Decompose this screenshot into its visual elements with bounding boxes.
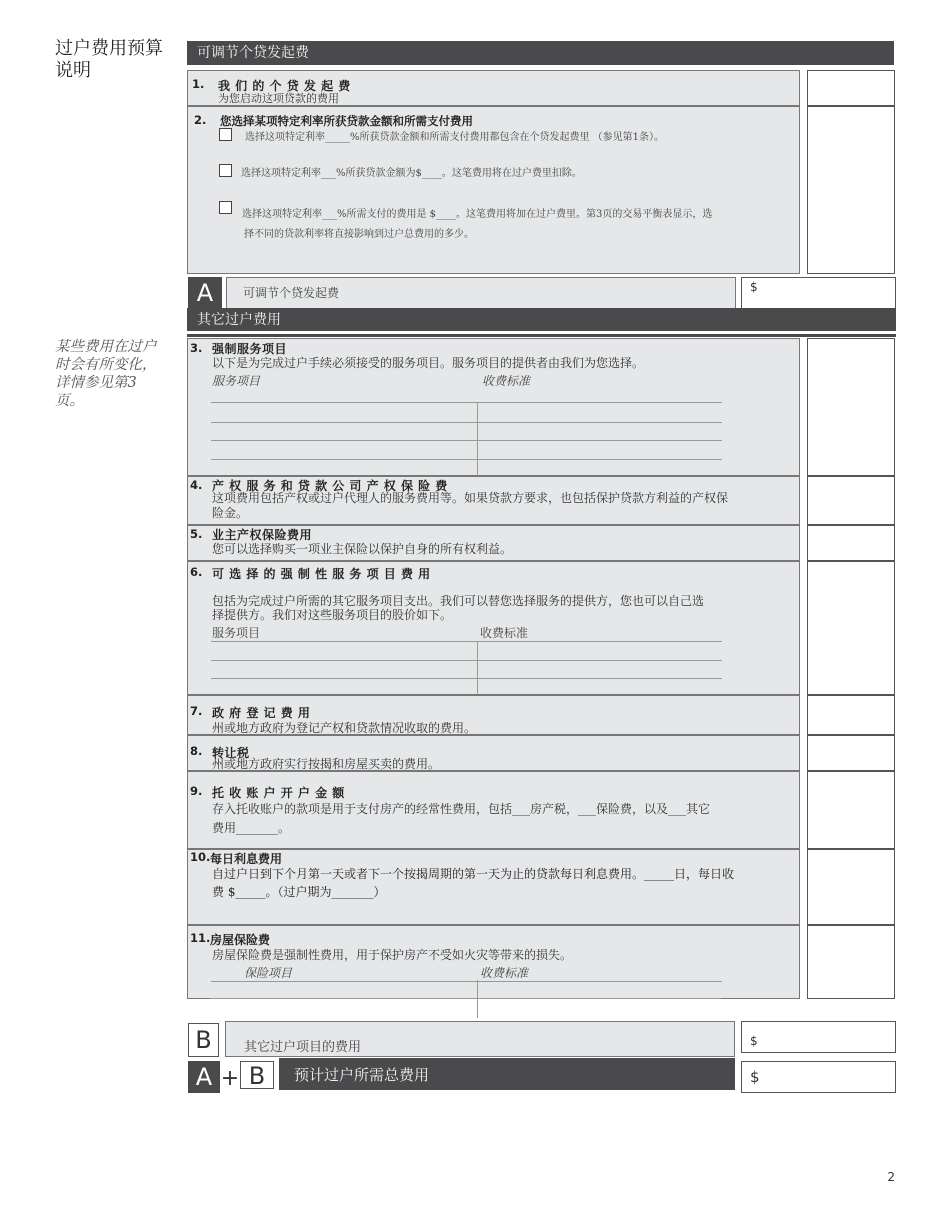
item-number: 7. [190, 704, 203, 718]
item-desc-line2: 择提供方。我们对这些服务项目的股价如下。 [212, 608, 453, 622]
side-note: 某些费用在过户时会有所变化，详情参见第3页。 [55, 339, 157, 409]
item-4-box [187, 476, 800, 525]
item-number: 6. [190, 565, 203, 579]
item-number: 9. [190, 784, 203, 798]
item-number: 2. [194, 113, 207, 127]
item-8-box [187, 735, 800, 771]
item-desc: 您可以选择购买一项业主保险以保护自身的所有权利益。 [212, 542, 513, 556]
item-number: 3. [190, 341, 203, 355]
item-title: 可 选 择 的 强 制 性 服 务 项 目 费 用 [212, 567, 431, 581]
item-11-amount-field[interactable] [807, 925, 895, 999]
item-10-box [187, 849, 800, 925]
item-8-amount-field[interactable] [807, 735, 895, 771]
page-title: 过户费用预算说明 [55, 38, 163, 81]
option-1-checkbox[interactable] [219, 128, 232, 141]
grand-total-label: 预计过户所需总费用 [279, 1058, 735, 1090]
item-number: 5. [190, 527, 203, 541]
item-title: 产 权 服 务 和 贷 款 公 司 产 权 保 险 费 [212, 479, 448, 493]
subtotal-b-letter: B [188, 1023, 219, 1057]
item-3-amount-field[interactable] [807, 338, 895, 476]
item-6-box [187, 561, 800, 695]
section-a-header: 可调节个贷发起费 [187, 41, 894, 65]
item-9-amount-field[interactable] [807, 771, 895, 849]
item-desc-line1: 包括为完成过户所需的其它服务项目支出。我们可以替您选择服务的提供方，您也可以自己选 [212, 594, 705, 608]
subtotal-b-label: 其它过户项目的费用 [244, 1040, 362, 1055]
item-number: 10. [190, 850, 211, 864]
item-5-box [187, 525, 800, 561]
dollar-sign: $ [750, 1068, 760, 1086]
option-3-checkbox[interactable] [219, 201, 232, 214]
col-fee: 收费标准 [482, 374, 531, 388]
option-1-text: 选择这项特定利率_____%所获贷款金额和所需支付费用都包含在个贷发起费里 （参见第1条）。 [245, 132, 665, 143]
item-desc-line1: 这项费用包括产权或过户代理人的服务费用等。如果贷款方要求，也包括保护贷款方利益的产权保 [212, 491, 729, 505]
item-desc-line2: 费用_______。 [212, 821, 291, 835]
item-5-amount-field[interactable] [807, 525, 895, 561]
col-fee: 收费标准 [480, 626, 529, 640]
item-desc: 州或地方政府实行按揭和房屋买卖的费用。 [212, 757, 441, 771]
item-title: 政 府 登 记 费 用 [212, 706, 311, 720]
item-number: 8. [190, 744, 203, 758]
item-6-amount-field[interactable] [807, 561, 895, 695]
item-10-amount-field[interactable] [807, 849, 895, 925]
subtotal-a-letter: A [188, 277, 222, 309]
item-desc: 州或地方政府为登记产权和贷款情况收取的费用。 [212, 721, 477, 735]
item-desc-line1: 自过户日到下个月第一天或者下一个按揭周期的第一天为止的贷款每日利息费用。_____日，每日收 [212, 867, 735, 881]
item-11-box [187, 925, 800, 999]
item-title: 房屋保险费 [210, 933, 271, 947]
section-b-header: 其它过户费用 [187, 308, 896, 334]
dollar-sign: $ [750, 280, 758, 294]
item-7-box [187, 695, 800, 735]
subtotal-a-label: 可调节个贷发起费 [243, 286, 340, 300]
item-2-amount-field[interactable] [807, 106, 895, 274]
item-9-box [187, 771, 800, 849]
item-number: 11. [190, 931, 211, 945]
grand-total-amount-field[interactable] [741, 1061, 896, 1093]
col-fee: 收费标准 [480, 966, 529, 980]
item-title: 每日利息费用 [210, 852, 283, 866]
option-2-text: 选择这项特定利率___%所获贷款金额为$____。这笔费用将在过户费里扣除。 [241, 168, 582, 179]
col-insurance: 保险项目 [244, 966, 293, 980]
item-1-amount-field[interactable] [807, 70, 895, 106]
item-number: 4. [190, 478, 203, 492]
col-service: 服务项目 [212, 374, 261, 388]
subtotal-a-label-box [226, 277, 736, 309]
grand-total-letter-b: B [240, 1061, 274, 1089]
item-desc: 为您启动这项贷款的费用 [218, 92, 339, 105]
subtotal-b-label-box [225, 1021, 735, 1057]
item-desc: 以下是为完成过户手续必须接受的服务项目。服务项目的提供者由我们为您选择。 [212, 356, 645, 370]
dollar-sign: $ [750, 1034, 758, 1048]
item-title: 托 收 账 户 开 户 金 额 [212, 786, 345, 800]
item-desc-line2: 险金。 [212, 506, 249, 520]
item-1-box [187, 70, 800, 106]
item-4-amount-field[interactable] [807, 476, 895, 525]
item-title: 转让税 [212, 746, 250, 760]
plus-sign: + [220, 1066, 240, 1091]
item-title: 我 们 的 个 贷 发 起 费 [218, 79, 351, 93]
option-2-checkbox[interactable] [219, 164, 232, 177]
item-desc-line2: 费 $_____。（过户期为_______） [212, 885, 386, 899]
subtotal-b-amount-field[interactable] [741, 1021, 896, 1053]
col-service: 服务项目 [212, 626, 261, 640]
option-3-text-line1: 选择这项特定利率___%所需支付的费用是 $____。这笔费用将加在过户费里。第3页的交易平衡表显示，选 [242, 209, 713, 220]
item-title: 您选择某项特定利率所获贷款金额和所需支付费用 [220, 114, 473, 128]
subtotal-a-amount-field[interactable] [741, 277, 896, 309]
option-3-text-line2: 择不同的贷款利率将直接影响到过户总费用的多少。 [244, 229, 474, 240]
item-3-box [187, 338, 800, 476]
item-7-amount-field[interactable] [807, 695, 895, 735]
item-title: 强制服务项目 [212, 342, 288, 356]
grand-total-letter-a: A [188, 1061, 220, 1093]
item-2-box [187, 106, 800, 274]
item-desc: 房屋保险费是强制性费用，用于保护房产不受如火灾等带来的损失。 [212, 948, 573, 962]
item-desc-line1: 存入托收账户的款项是用于支付房产的经常性费用，包括___房产税，___保险费，以及___其它 [212, 802, 711, 816]
page-number: 2 [887, 1170, 895, 1184]
item-number: 1. [192, 77, 205, 91]
item-title: 业主产权保险费用 [212, 528, 313, 542]
